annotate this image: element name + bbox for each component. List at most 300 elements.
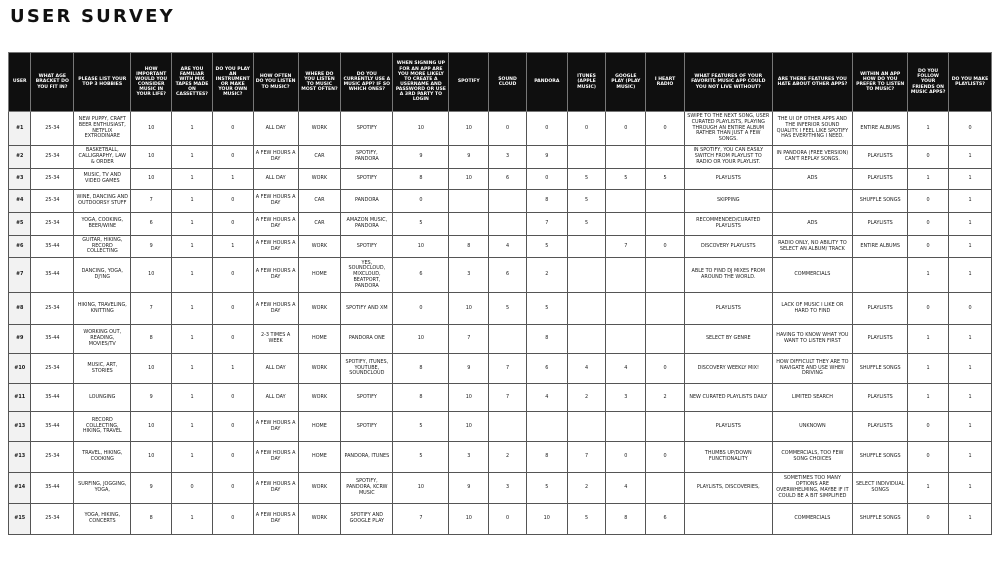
table-cell: 5	[526, 293, 567, 325]
table-cell: 10	[449, 293, 489, 325]
table-cell: 10	[131, 258, 172, 293]
table-cell: 0	[212, 473, 253, 504]
table-cell: 10	[393, 325, 449, 354]
column-header: DO YOU FOLLOW YOUR FRIENDS ON MUSIC APPS?	[908, 53, 949, 112]
user-id-cell: #2	[9, 146, 31, 169]
table-cell: 1	[949, 412, 992, 442]
table-cell: 7	[131, 190, 172, 213]
table-cell: 7	[449, 325, 489, 354]
table-cell: 0	[393, 293, 449, 325]
table-cell: 1	[172, 354, 213, 384]
table-cell	[606, 190, 646, 213]
table-cell: 3	[489, 473, 527, 504]
table-cell: 35-44	[31, 236, 74, 258]
table-cell: 10	[393, 112, 449, 146]
table-row	[9, 236, 992, 258]
table-cell: 1	[172, 293, 213, 325]
table-cell: 1	[949, 169, 992, 190]
table-cell: 0	[489, 504, 527, 535]
table-cell: PLAYLISTS	[684, 293, 772, 325]
table-cell	[567, 236, 606, 258]
table-cell: 35-44	[31, 384, 74, 412]
table-cell: 0	[212, 442, 253, 473]
table-cell: MUSIC, TV AND VIDEO GAMES	[74, 169, 131, 190]
table-cell: CAR	[298, 190, 341, 213]
table-row	[9, 258, 992, 293]
table-cell: WINE, DANCING AND OUTDOORSY STUFF	[74, 190, 131, 213]
table-cell: PLAYLISTS	[853, 293, 908, 325]
table-cell: HOME	[298, 412, 341, 442]
table-cell: DANCING, YOGA, DJ'ING	[74, 258, 131, 293]
table-cell: 0	[526, 169, 567, 190]
table-cell: 8	[526, 442, 567, 473]
table-cell	[606, 258, 646, 293]
table-cell: SPOTIFY AND XM	[341, 293, 393, 325]
table-cell: 0	[172, 473, 213, 504]
table-cell: 0	[908, 442, 949, 473]
table-row	[9, 190, 992, 213]
table-cell: 1	[212, 354, 253, 384]
user-id-cell: #6	[9, 236, 31, 258]
table-cell: 10	[131, 442, 172, 473]
table-cell: NEW PUPPY, CRAFT BEER ENTHUSIAST, NETFLIX EXTRODINARE	[74, 112, 131, 146]
table-cell: A FEW HOURS A DAY	[253, 236, 298, 258]
table-cell: YOGA, COOKING, BEER/WINE	[74, 213, 131, 236]
table-cell: 9	[526, 146, 567, 169]
column-header: ARE THERE FEATURES YOU HATE ABOUT OTHER APPS?	[772, 53, 853, 112]
table-cell: 1	[949, 384, 992, 412]
table-cell: 4	[526, 384, 567, 412]
table-cell	[646, 190, 685, 213]
table-cell: 4	[567, 354, 606, 384]
table-cell: 0	[567, 112, 606, 146]
table-cell: 0	[646, 112, 685, 146]
table-cell: LACK OF MUSIC I LIKE OR HARD TO FIND	[772, 293, 853, 325]
table-cell: A FEW HOURS A DAY	[253, 146, 298, 169]
table-cell	[489, 412, 527, 442]
table-cell: SURFING, JOGGING, YOGA,	[74, 473, 131, 504]
user-id-cell: #8	[9, 293, 31, 325]
table-cell	[567, 146, 606, 169]
table-cell: ALL DAY	[253, 112, 298, 146]
table-cell: 10	[131, 412, 172, 442]
table-cell: 0	[908, 412, 949, 442]
table-cell: 0	[212, 258, 253, 293]
table-cell: A FEW HOURS A DAY	[253, 258, 298, 293]
table-cell: 0	[212, 213, 253, 236]
table-cell: SPOTIFY	[341, 112, 393, 146]
table-cell: TRAVEL, HIKING, COOKING	[74, 442, 131, 473]
table-cell: 7	[393, 504, 449, 535]
table-cell: SHUFFLE SONGS	[853, 504, 908, 535]
table-cell: 25-34	[31, 504, 74, 535]
table-row	[9, 325, 992, 354]
table-cell: 1	[212, 236, 253, 258]
table-cell: 8	[393, 169, 449, 190]
user-id-cell: #4	[9, 190, 31, 213]
table-cell: 1	[949, 190, 992, 213]
table-cell: WORKING OUT, READING, MOVIES/TV	[74, 325, 131, 354]
table-cell: 9	[393, 146, 449, 169]
table-cell: PLAYLISTS	[853, 169, 908, 190]
table-cell: SOMETIMES TOO MANY OPTIONS ARE OVERWHELMING, MAYBE IF IT COULD BE A BIT SIMPLIFIED	[772, 473, 853, 504]
table-cell: 1	[949, 442, 992, 473]
table-cell: 1	[908, 354, 949, 384]
table-cell: 10	[131, 354, 172, 384]
table-cell	[606, 325, 646, 354]
table-cell: 0	[606, 442, 646, 473]
table-cell: 8	[526, 190, 567, 213]
table-cell: HOW DIFFICULT THEY ARE TO NAVIGATE AND USE WHEN DRIVING	[772, 354, 853, 384]
table-row	[9, 293, 992, 325]
column-header: WITHIN AN APP HOW DO YOU PREFER TO LISTEN TO MUSIC?	[853, 53, 908, 112]
table-cell: 8	[449, 236, 489, 258]
column-header: ARE YOU FAMILIAR WITH MIX TAPES MADE ON CASSETTES?	[172, 53, 213, 112]
table-cell: ADS	[772, 169, 853, 190]
table-cell	[606, 213, 646, 236]
table-cell: 8	[393, 384, 449, 412]
table-cell: WORK	[298, 354, 341, 384]
table-cell: 1	[172, 412, 213, 442]
table-cell: 2	[646, 384, 685, 412]
table-cell: 5	[489, 293, 527, 325]
table-cell: PLAYLISTS	[853, 146, 908, 169]
header-row	[9, 53, 992, 112]
table-cell: 2	[567, 473, 606, 504]
table-row	[9, 412, 992, 442]
table-cell: 2	[567, 384, 606, 412]
table-cell: 25-34	[31, 293, 74, 325]
table-cell: SPOTIFY	[341, 236, 393, 258]
table-cell	[853, 258, 908, 293]
table-cell: PLAYLISTS	[853, 213, 908, 236]
user-id-cell: #15	[9, 504, 31, 535]
table-cell: 10	[449, 169, 489, 190]
table-cell: YES, SOUNDCLOUD, MIXCLOUD, BEATPORT, PANDORA	[341, 258, 393, 293]
table-cell: SHUFFLE SONGS	[853, 442, 908, 473]
table-cell: 1	[172, 258, 213, 293]
table-cell: HOME	[298, 258, 341, 293]
table-cell: 1	[949, 325, 992, 354]
table-cell: 3	[449, 442, 489, 473]
table-cell: COMMERCIALS, TOO FEW SONG CHOICES	[772, 442, 853, 473]
survey-table-container	[8, 52, 992, 535]
table-cell: 0	[908, 504, 949, 535]
table-cell: SELECT BY GENRE	[684, 325, 772, 354]
table-row	[9, 112, 992, 146]
table-cell: 7	[131, 293, 172, 325]
table-cell: 25-34	[31, 190, 74, 213]
table-cell: IN PANDORA (FREE VERSION) CAN'T REPLAY SONGS.	[772, 146, 853, 169]
table-cell: A FEW HOURS A DAY	[253, 412, 298, 442]
survey-table	[8, 52, 992, 535]
table-cell	[606, 293, 646, 325]
table-cell: 0	[212, 325, 253, 354]
table-cell	[567, 258, 606, 293]
user-id-cell: #9	[9, 325, 31, 354]
table-cell: ENTIRE ALBUMS	[853, 236, 908, 258]
table-cell: 2	[526, 258, 567, 293]
table-cell: 5	[393, 213, 449, 236]
table-cell: A FEW HOURS A DAY	[253, 442, 298, 473]
table-cell: 5	[393, 412, 449, 442]
table-cell: 0	[646, 442, 685, 473]
table-cell: 1	[949, 473, 992, 504]
table-header	[9, 53, 992, 112]
table-cell: 8	[606, 504, 646, 535]
column-header: GOOGLE PLAY (PLAY MUSIC)	[606, 53, 646, 112]
table-cell: 6	[393, 258, 449, 293]
page-title: USER SURVEY	[10, 6, 175, 27]
table-cell: 35-44	[31, 325, 74, 354]
table-cell: 0	[646, 236, 685, 258]
table-cell: 0	[949, 112, 992, 146]
table-cell: SPOTIFY	[341, 384, 393, 412]
table-cell: 4	[606, 473, 646, 504]
table-cell: A FEW HOURS A DAY	[253, 504, 298, 535]
column-header: I HEART RADIO	[646, 53, 685, 112]
column-header: WHEN SIGNING UP FOR AN APP ARE YOU MORE LIKELY TO CREATE A USERNAME AND PASSWORD OR USE A 3RD PARTY TO LOGIN	[393, 53, 449, 112]
user-id-cell: #7	[9, 258, 31, 293]
table-cell: 7	[526, 213, 567, 236]
table-cell: 35-44	[31, 473, 74, 504]
table-cell: 6	[526, 354, 567, 384]
table-cell: ALL DAY	[253, 354, 298, 384]
table-cell	[489, 325, 527, 354]
table-cell: 10	[131, 112, 172, 146]
table-cell: 4	[489, 236, 527, 258]
table-cell: 0	[489, 112, 527, 146]
table-cell: SPOTIFY	[341, 412, 393, 442]
table-cell: 3	[489, 146, 527, 169]
table-cell: 8	[131, 504, 172, 535]
table-cell: 4	[606, 354, 646, 384]
table-cell: 1	[212, 169, 253, 190]
table-cell: CAR	[298, 213, 341, 236]
table-cell	[567, 412, 606, 442]
table-cell	[567, 325, 606, 354]
table-cell: 0	[212, 412, 253, 442]
table-cell: 9	[131, 236, 172, 258]
table-cell: 0	[393, 190, 449, 213]
table-cell: 25-34	[31, 112, 74, 146]
table-cell: 0	[949, 293, 992, 325]
table-cell: IN SPOTIFY, YOU CAN EASILY SWITCH FROM PLAYLIST TO RADIO OR YOUR PLAYLIST.	[684, 146, 772, 169]
table-cell: 35-44	[31, 412, 74, 442]
table-cell: 0	[908, 190, 949, 213]
table-cell: THUMBS UP/DOWN FUNCTIONALITY	[684, 442, 772, 473]
table-cell: HIKING, TRAVELING, KNITTING	[74, 293, 131, 325]
table-cell: 1	[949, 354, 992, 384]
table-cell: WORK	[298, 293, 341, 325]
table-cell: A FEW HOURS A DAY	[253, 473, 298, 504]
table-cell: SWIPE TO THE NEXT SONG, USER CURATED PLAYLISTS, PLAYING THROUGH AN ENTIRE ALBUM RATHER THAN JUST A FEW SONGS.	[684, 112, 772, 146]
table-cell: SPOTIFY AND GOOGLE PLAY	[341, 504, 393, 535]
column-header: WHAT FEATURES OF YOUR FAVORITE MUSIC APP COULD YOU NOT LIVE WITHOUT?	[684, 53, 772, 112]
table-cell: PANDORA, ITUNES	[341, 442, 393, 473]
table-cell: 0	[212, 146, 253, 169]
table-cell: SPOTIFY, ITUNES, YOUTUBE, SOUNDCLOUD	[341, 354, 393, 384]
table-cell: 6	[489, 169, 527, 190]
table-cell: 0	[908, 146, 949, 169]
table-row	[9, 354, 992, 384]
table-cell: 0	[212, 293, 253, 325]
table-cell: YOGA, HIKING, CONCERTS	[74, 504, 131, 535]
table-cell	[772, 190, 853, 213]
table-cell: 5	[567, 190, 606, 213]
table-cell: A FEW HOURS A DAY	[253, 293, 298, 325]
table-cell: 25-34	[31, 169, 74, 190]
column-header: DO YOU MAKE PLAYLISTS?	[949, 53, 992, 112]
table-cell	[567, 293, 606, 325]
table-cell: CAR	[298, 146, 341, 169]
user-id-cell: #3	[9, 169, 31, 190]
table-cell: MUSIC, ART, STORIES	[74, 354, 131, 384]
column-header: DO YOU CURRENTLY USE A MUSIC APP? IF SO WHICH ONES?	[341, 53, 393, 112]
table-cell: 1	[172, 169, 213, 190]
table-cell: PLAYLISTS, DISCOVERIES,	[684, 473, 772, 504]
user-id-cell: #13	[9, 442, 31, 473]
table-cell: 9	[449, 354, 489, 384]
table-cell: BASKETBALL, CALLIGRAPHY, LAW & ORDER	[74, 146, 131, 169]
table-cell: DISCOVERY PLAYLISTS	[684, 236, 772, 258]
table-cell	[646, 258, 685, 293]
table-cell: 1	[172, 146, 213, 169]
table-cell: 7	[606, 236, 646, 258]
table-cell: 9	[449, 473, 489, 504]
table-cell: PLAYLISTS	[853, 325, 908, 354]
table-cell: 1	[172, 236, 213, 258]
table-cell	[489, 190, 527, 213]
table-cell: 1	[908, 325, 949, 354]
table-cell: A FEW HOURS A DAY	[253, 213, 298, 236]
user-id-cell: #14	[9, 473, 31, 504]
table-cell: 0	[908, 293, 949, 325]
table-cell: 8	[131, 325, 172, 354]
table-cell: 6	[646, 504, 685, 535]
table-cell: 0	[212, 190, 253, 213]
table-row	[9, 213, 992, 236]
column-header: SOUND CLOUD	[489, 53, 527, 112]
table-cell: 1	[172, 190, 213, 213]
table-cell: 25-34	[31, 146, 74, 169]
table-cell: 1	[172, 504, 213, 535]
table-cell: 6	[489, 258, 527, 293]
table-cell: COMMERCIALS	[772, 504, 853, 535]
user-id-cell: #1	[9, 112, 31, 146]
table-cell: WORK	[298, 504, 341, 535]
user-id-cell: #11	[9, 384, 31, 412]
table-cell: 2-3 TIMES A WEEK	[253, 325, 298, 354]
table-row	[9, 442, 992, 473]
table-cell: SPOTIFY, PANDORA, KCRW MUSIC	[341, 473, 393, 504]
table-cell: 3	[449, 258, 489, 293]
table-cell: ALL DAY	[253, 384, 298, 412]
table-cell: PLAYLISTS	[684, 169, 772, 190]
table-cell: 1	[949, 504, 992, 535]
table-cell: 1	[172, 325, 213, 354]
table-cell: WORK	[298, 384, 341, 412]
table-cell: 5	[567, 213, 606, 236]
table-cell: LOUNGING	[74, 384, 131, 412]
table-cell: HOME	[298, 325, 341, 354]
column-header: ITUNES (APPLE MUSIC)	[567, 53, 606, 112]
table-cell	[646, 473, 685, 504]
table-row	[9, 504, 992, 535]
table-cell: SPOTIFY, PANDORA	[341, 146, 393, 169]
table-cell: 1	[908, 473, 949, 504]
table-cell: 5	[606, 169, 646, 190]
table-row	[9, 146, 992, 169]
table-cell: PLAYLISTS	[853, 412, 908, 442]
table-cell: 5	[526, 236, 567, 258]
table-cell	[526, 412, 567, 442]
table-cell: WORK	[298, 112, 341, 146]
column-header: PANDORA	[526, 53, 567, 112]
table-cell: UNKNOWN	[772, 412, 853, 442]
table-cell	[646, 412, 685, 442]
table-cell: SPOTIFY	[341, 169, 393, 190]
table-cell: 0	[212, 112, 253, 146]
table-cell: RECORD COLLECTING, HIKING, TRAVEL	[74, 412, 131, 442]
table-cell: ENTIRE ALBUMS	[853, 112, 908, 146]
table-cell: ALL DAY	[253, 169, 298, 190]
table-cell: 5	[393, 442, 449, 473]
table-cell: 1	[949, 146, 992, 169]
table-cell: 0	[606, 112, 646, 146]
table-cell: 1	[908, 112, 949, 146]
table-cell: DISCOVERY WEEKLY MIX!	[684, 354, 772, 384]
table-cell: SHUFFLE SONGS	[853, 190, 908, 213]
table-row	[9, 473, 992, 504]
table-cell: 9	[449, 146, 489, 169]
table-cell: 3	[606, 384, 646, 412]
table-cell: RECOMMENDED/CURATED PLAYLISTS	[684, 213, 772, 236]
table-cell: 25-34	[31, 442, 74, 473]
table-cell: THE UI OF OTHER APPS AND THE INFERIOR SOUND QUALITY. I FEEL LIKE SPOTIFY HAS EVERYTHING I NEED.	[772, 112, 853, 146]
table-cell: 1	[172, 112, 213, 146]
table-cell: COMMERCIALS	[772, 258, 853, 293]
table-cell: 1	[908, 258, 949, 293]
table-cell: 10	[449, 412, 489, 442]
column-header: HOW OFTEN DO YOU LISTEN TO MUSIC?	[253, 53, 298, 112]
user-id-cell: #5	[9, 213, 31, 236]
table-cell: 10	[449, 112, 489, 146]
table-cell: 35-44	[31, 258, 74, 293]
table-cell: 1	[172, 213, 213, 236]
table-cell: 0	[646, 354, 685, 384]
table-cell: 8	[526, 325, 567, 354]
table-cell: 7	[567, 442, 606, 473]
table-row	[9, 384, 992, 412]
column-header: WHERE DO YOU LISTEN TO MUSIC MOST OFTEN?	[298, 53, 341, 112]
table-cell: 1	[172, 442, 213, 473]
table-cell: 25-34	[31, 354, 74, 384]
table-cell: 25-34	[31, 213, 74, 236]
table-cell: HAVING TO KNOW WHAT YOU WANT TO LISTEN FIRST	[772, 325, 853, 354]
table-cell: SELECT INDIVIDUAL SONGS	[853, 473, 908, 504]
column-header: HOW IMPORTANT WOULD YOU CONSIDER MUSIC IN YOUR LIFE?	[131, 53, 172, 112]
table-cell: 5	[567, 169, 606, 190]
table-cell	[684, 504, 772, 535]
table-cell: ABLE TO FIND DJ MIXES FROM AROUND THE WORLD.	[684, 258, 772, 293]
table-cell: 0	[908, 236, 949, 258]
table-cell: GUITAR, HIKING, RECORD COLLECTING	[74, 236, 131, 258]
table-cell: 10	[393, 236, 449, 258]
table-cell: PLAYLISTS	[684, 412, 772, 442]
table-cell: WORK	[298, 169, 341, 190]
table-cell: NEW CURATED PLAYLISTS DAILY	[684, 384, 772, 412]
